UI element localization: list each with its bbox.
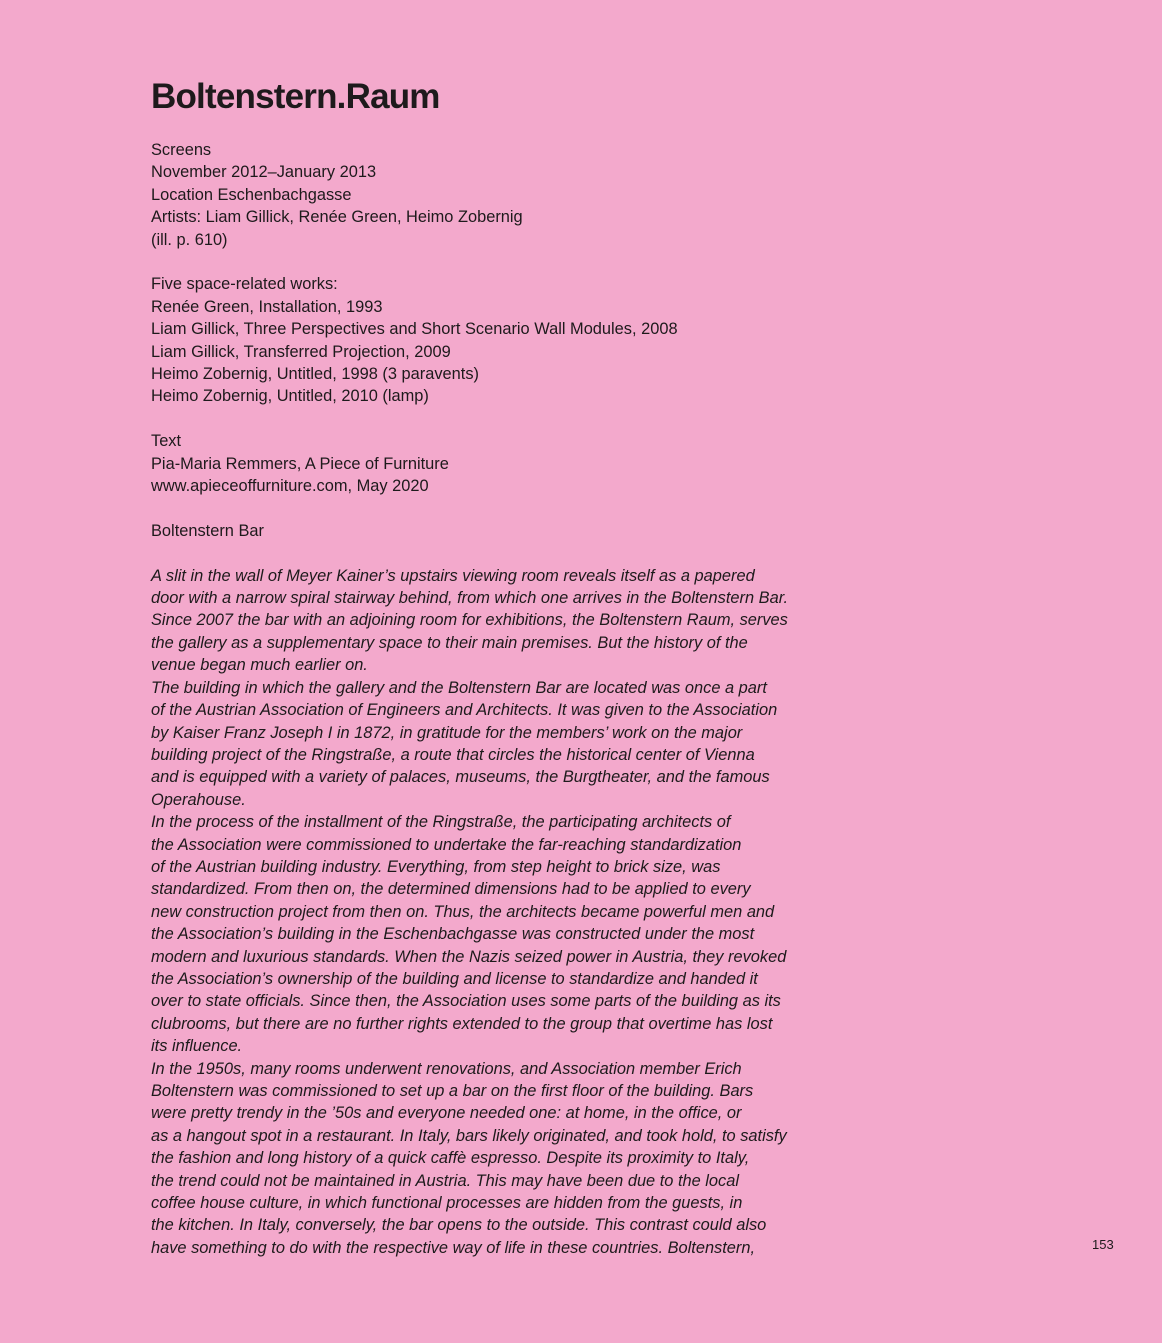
body-line: the Association’s building in the Eschenbachgasse was constructed under the most bbox=[151, 925, 755, 944]
meta-line: (ill. p. 610) bbox=[151, 230, 228, 249]
meta-line: November 2012–January 2013 bbox=[151, 163, 377, 182]
meta-line: Artists: Liam Gillick, Renée Green, Heimo Zobernig bbox=[151, 208, 523, 227]
body-line: the kitchen. In Italy, conversely, the bar opens to the outside. This contrast could also bbox=[151, 1216, 767, 1235]
body-line: Operahouse. bbox=[151, 790, 246, 809]
body-line: In the 1950s, many rooms underwent renovations, and Association member Erich bbox=[151, 1059, 742, 1078]
body-line: of the Austrian Association of Engineers and Architects. It was given to the Association bbox=[151, 701, 778, 720]
body-line: of the Austrian building industry. Everything, from step height to brick size, was bbox=[151, 857, 721, 876]
body-line: door with a narrow spiral stairway behind, from which one arrives in the Boltenstern Bar. bbox=[151, 589, 789, 608]
body-line: the trend could not be maintained in Austria. This may have been due to the local bbox=[151, 1171, 739, 1190]
body-line: standardized. From then on, the determined dimensions had to be applied to every bbox=[151, 880, 751, 899]
credit-line: Pia-Maria Remmers, A Piece of Furniture bbox=[151, 454, 449, 473]
body-line: clubrooms, but there are no further rights extended to the group that overtime has lost bbox=[151, 1014, 773, 1033]
body-line: modern and luxurious standards. When the Nazis seized power in Austria, they revoked bbox=[151, 947, 787, 966]
work-item: Heimo Zobernig, Untitled, 2010 (lamp) bbox=[151, 387, 429, 406]
body-line: as a hangout spot in a restaurant. In Italy, bars likely originated, and took hold, to satisfy bbox=[151, 1126, 787, 1145]
body-line: coffee house culture, in which functional processes are hidden from the guests, in bbox=[151, 1194, 743, 1213]
body-line: A slit in the wall of Meyer Kainer’s upstairs viewing room reveals itself as a papered bbox=[151, 566, 755, 585]
work-item: Liam Gillick, Transferred Projection, 2009 bbox=[151, 342, 451, 361]
works-list bbox=[151, 273, 851, 407]
body-line: the Association were commissioned to undertake the far-reaching standardization bbox=[151, 835, 742, 854]
body-line: venue began much earlier on. bbox=[151, 656, 368, 675]
page-content bbox=[151, 76, 851, 1282]
body-line: by Kaiser Franz Joseph I in 1872, in gratitude for the members’ work on the major bbox=[151, 723, 743, 742]
body-line: new construction project from then on. Thus, the architects became powerful men and bbox=[151, 902, 775, 921]
body-line: the Association’s ownership of the building and license to standardize and handed it bbox=[151, 969, 758, 988]
work-item: Renée Green, Installation, 1993 bbox=[151, 297, 383, 316]
body-line: the fashion and long history of a quick caffè espresso. Despite its proximity to Italy, bbox=[151, 1149, 750, 1168]
body-line: and is equipped with a variety of palaces, museums, the Burgtheater, and the famous bbox=[151, 768, 770, 787]
section-heading-block bbox=[151, 520, 851, 542]
body-line: Since 2007 the bar with an adjoining room for exhibitions, the Boltenstern Raum, serves bbox=[151, 611, 788, 630]
works-heading: Five space-related works: bbox=[151, 275, 338, 294]
meta-line: Screens bbox=[151, 141, 212, 159]
body-line: In the process of the installment of the Ringstraße, the participating architects of bbox=[151, 813, 731, 832]
credit-line: www.apieceoffurniture.com, May 2020 bbox=[151, 477, 429, 496]
project-meta bbox=[151, 139, 851, 251]
page-number: 153 bbox=[1092, 1237, 1114, 1252]
text-credit bbox=[151, 430, 851, 497]
body-line: over to state officials. Since then, the Association uses some parts of the building as its bbox=[151, 992, 781, 1011]
section-heading: Boltenstern Bar bbox=[151, 521, 264, 540]
body-line: the gallery as a supplementary space to their main premises. But the history of the bbox=[151, 633, 748, 652]
body-line: its influence. bbox=[151, 1037, 243, 1056]
body-line: were pretty trendy in the ’50s and everyone needed one: at home, in the office, or bbox=[151, 1104, 742, 1123]
body-line: have something to do with the respective way of life in these countries. Boltenstern, bbox=[151, 1238, 756, 1257]
body-line: The building in which the gallery and the Boltenstern Bar are located was once a part bbox=[151, 678, 767, 697]
meta-line: Location Eschenbachgasse bbox=[151, 185, 352, 204]
work-item: Heimo Zobernig, Untitled, 1998 (3 paravents) bbox=[151, 365, 479, 384]
body-line: Boltenstern was commissioned to set up a bar on the first floor of the building. Bars bbox=[151, 1082, 754, 1100]
credit-line: Text bbox=[151, 432, 182, 451]
page-title: Boltenstern.Raum bbox=[151, 77, 440, 116]
essay-body bbox=[151, 565, 851, 1260]
work-item: Liam Gillick, Three Perspectives and Short Scenario Wall Modules, 2008 bbox=[151, 320, 678, 339]
body-line: building project of the Ringstraße, a route that circles the historical center of Vienna bbox=[151, 745, 755, 764]
